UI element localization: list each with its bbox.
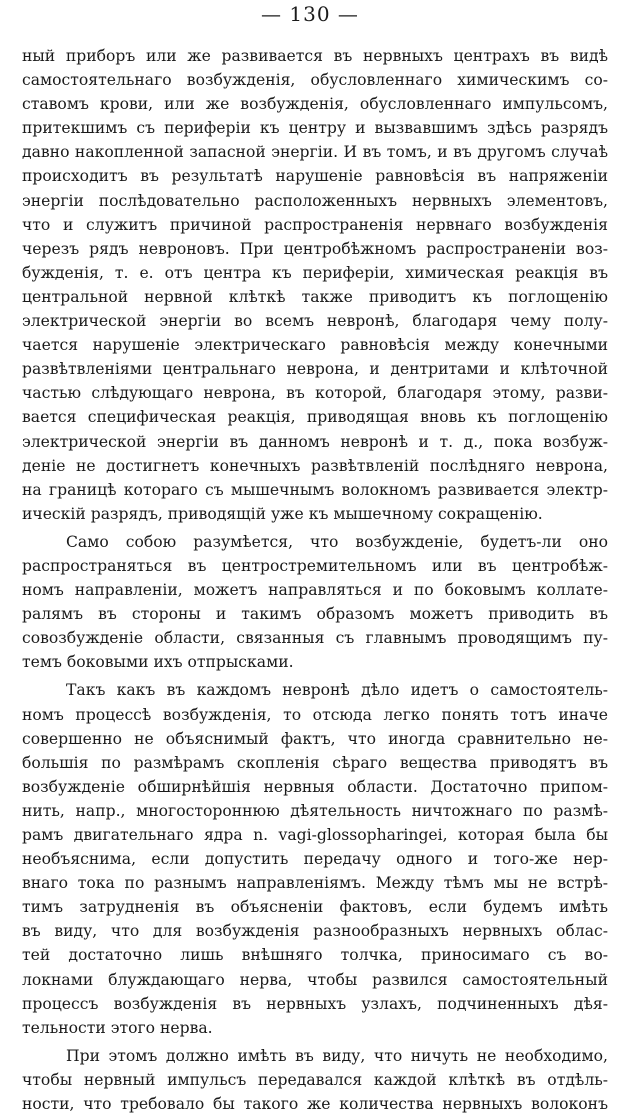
text-line: Само собою разумѣется, что возбужденіе, будетъ-ли оно xyxy=(66,532,608,551)
text-line: тимъ затрудненія въ объясненіи фактовъ, если будемъ имѣть xyxy=(22,898,608,917)
text-line: распространяться въ центростремительномъ или въ центробѣж- xyxy=(22,556,608,575)
text-line: черезъ рядъ невроновъ. При центробѣжномъ распространеніи воз- xyxy=(22,239,608,258)
text-line: вается специфическая реакція, приводящая вновь къ поглощенію xyxy=(22,408,608,427)
text-line: частью слѣдующаго неврона, въ которой, благодаря этому, разви- xyxy=(22,384,608,403)
text-line: ставомъ крови, или же возбужденія, обусловленнаго импульсомъ, xyxy=(22,95,608,114)
text-line: возбужденіе обширнѣйшія нервныя области. Достаточно припом- xyxy=(22,777,608,796)
paragraph xyxy=(22,1044,608,1116)
text-line: При этомъ должно имѣть въ виду, что ничуть не необходимо, xyxy=(66,1046,608,1065)
text-line: локнами блуждающаго нерва, чтобы развился самостоятельный xyxy=(22,970,608,989)
text-line: темъ боковыми ихъ отпрысками. xyxy=(22,653,294,672)
text-line: электрической энергіи во всемъ невронѣ, благодаря чему полу- xyxy=(22,312,608,331)
paragraph xyxy=(22,530,608,675)
text-line: энергіи послѣдовательно расположенныхъ нервныхъ элементовъ, xyxy=(22,191,608,210)
paragraph xyxy=(22,678,608,1039)
page-number: — 130 — xyxy=(261,2,359,26)
text-line: совершенно не объяснимый фактъ, что иногда сравнительно не- xyxy=(22,729,608,748)
text-line: деніе не достигнетъ конечныхъ развѣтвленій послѣдняго неврона, xyxy=(22,456,608,475)
text-line: процессъ возбужденія въ нервныхъ узлахъ, подчиненныхъ дѣя- xyxy=(22,994,608,1013)
text-line: большія по размѣрамъ скопленія сѣраго вещества приводятъ въ xyxy=(22,753,608,772)
text-line: необъяснима, если допустить передачу одного и того-же нер- xyxy=(22,850,608,869)
text-line: что и служитъ причиной распространенія нервнаго возбужденія xyxy=(22,215,608,234)
text-line: развѣтвленіями центральнаго неврона, и дентритами и клѣточной xyxy=(22,360,608,379)
text-line: тельности этого нерва. xyxy=(22,1018,213,1037)
text-line: чается нарушеніе электрическаго равновѣсія между конечными xyxy=(22,336,608,355)
text-line: совозбужденіе области, связанныя съ главнымъ проводящимъ пу- xyxy=(22,629,608,648)
text-line: рамъ двигательнаго ядра n. vagi-glossopharingei, которая была бы xyxy=(22,826,608,844)
text-line: чтобы нервный импульсъ передавался каждой клѣткѣ въ отдѣль- xyxy=(22,1070,608,1089)
text-line: тей достаточно лишь внѣшняго толчка, приносимаго съ во- xyxy=(22,946,608,965)
text-line: ности, что требовало бы такого же количества нервныхъ волоконъ xyxy=(22,1095,608,1114)
text-line: ный приборъ или же развивается въ нервныхъ центрахъ въ видѣ xyxy=(22,47,608,65)
text-line: номъ процессѣ возбужденія, то отсюда легко понять тотъ иначе xyxy=(22,705,608,724)
text-line: на границѣ котораго съ мышечнымъ волокномъ развивается электр- xyxy=(22,480,608,499)
text-line: ралямъ въ стороны и такимъ образомъ можетъ приводить въ xyxy=(22,605,608,624)
text-line: нить, напр., многостороннюю дѣятельность ничтожнаго по размѣ- xyxy=(22,801,608,820)
paragraph xyxy=(22,44,608,526)
text-line: давно накопленной запасной энергіи. И въ томъ, и въ другомъ случаѣ xyxy=(22,143,608,162)
text-line: центральной нервной клѣткѣ также приводитъ къ поглощенію xyxy=(22,287,608,306)
text-line: ическій разрядъ, приводящій уже къ мышечному сокращенію. xyxy=(22,504,543,523)
text-line: притекшимъ съ периферіи къ центру и вызвавшимъ здѣсь разрядъ xyxy=(22,119,608,138)
text-line: внаго тока по разнымъ направленіямъ. Между тѣмъ мы не встрѣ- xyxy=(22,874,608,893)
text-line: электрической энергіи въ данномъ невронѣ и т. д., пока возбуж- xyxy=(22,432,608,451)
page-text xyxy=(22,44,608,1120)
text-line: номъ направленіи, можетъ направляться и по боковымъ коллате- xyxy=(22,581,608,600)
text-line: Такъ какъ въ каждомъ невронѣ дѣло идетъ о самостоятель- xyxy=(66,681,608,700)
text-line: въ виду, что для возбужденія разнообразныхъ нервныхъ облас- xyxy=(22,922,608,941)
text-line: бужденія, т. е. отъ центра къ периферіи, химическая реакція въ xyxy=(22,263,608,282)
text-line: самостоятельнаго возбужденія, обусловленнаго химическимъ со- xyxy=(22,71,608,90)
text-line: происходитъ въ результатѣ нарушеніе равновѣсія въ напряженіи xyxy=(22,167,608,186)
